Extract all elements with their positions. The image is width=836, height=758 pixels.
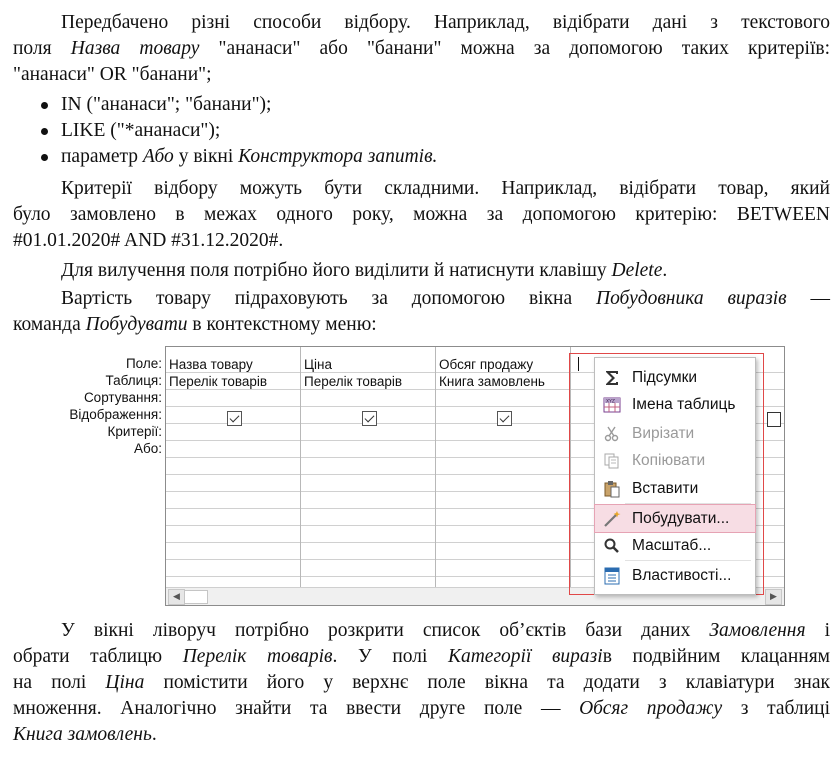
field-cell[interactable]: Назва товару xyxy=(169,357,253,372)
text-run: з таблиці xyxy=(722,698,830,719)
menu-item-zoom[interactable] xyxy=(595,532,755,559)
text-line: Критерії відбору можуть бути складними. Наприклад, відібрати товар, який xyxy=(61,178,830,199)
italic-term: Конструктора запитів. xyxy=(238,146,438,167)
show-checkbox[interactable] xyxy=(362,411,377,426)
italic-term: Назва товару xyxy=(70,38,200,59)
show-checkbox[interactable] xyxy=(497,411,512,426)
paragraph-builder xyxy=(13,286,830,338)
list-item-text: LIKE ("*ананаси"); xyxy=(61,120,221,141)
menu-item-properties[interactable] xyxy=(595,562,755,589)
italic-term: Книга замовлень xyxy=(13,724,152,745)
text-line: "ананаси" OR "банани"; xyxy=(13,64,212,85)
scroll-thumb[interactable] xyxy=(184,590,208,604)
menu-item-totals[interactable] xyxy=(595,364,755,391)
text-run: в подвійним клацанням xyxy=(602,646,831,667)
paragraph-complex-criteria xyxy=(13,176,830,254)
paragraph-expression-builder-steps xyxy=(13,618,830,748)
paragraph-delete-field xyxy=(13,258,830,284)
text-run: поля xyxy=(13,38,71,59)
menu-item-label: Підсумки xyxy=(632,369,698,386)
table-cell[interactable]: Перелік товарів xyxy=(169,374,268,389)
criteria-list xyxy=(13,92,437,170)
grid-column-3[interactable] xyxy=(436,347,571,587)
zoom-icon xyxy=(603,537,621,555)
context-menu xyxy=(594,357,756,595)
paragraph-selection-methods xyxy=(13,10,830,88)
text-line xyxy=(13,36,830,62)
text-line xyxy=(13,618,830,644)
row-label-or: Або: xyxy=(134,441,162,456)
copy-icon xyxy=(603,452,621,470)
list-item xyxy=(13,144,437,170)
italic-term: Категорії виразі xyxy=(448,646,603,667)
italic-term: Замовлення xyxy=(709,620,806,641)
text-line xyxy=(13,696,830,722)
text-line xyxy=(13,644,830,670)
row-label-criteria: Критерії: xyxy=(107,424,162,439)
text-line xyxy=(13,258,830,284)
text-run: . У полі xyxy=(332,646,449,667)
paste-icon xyxy=(603,480,621,498)
italic-term: Перелік товарів xyxy=(182,646,333,667)
properties-icon xyxy=(603,567,621,585)
list-item xyxy=(13,92,437,118)
text-run: помістити його у верхнє поле вікна та додати з клавіатури знак xyxy=(144,672,830,693)
text-run: обрати таблицю xyxy=(13,646,183,667)
menu-item-label: Властивості... xyxy=(632,567,732,584)
menu-item-label: Копіювати xyxy=(632,452,706,469)
scroll-right-icon[interactable]: ▶ xyxy=(765,589,782,605)
menu-item-cut[interactable] xyxy=(595,420,755,447)
text-line: було замовлено в межах одного року, можна за допомогою критерію: BETWEEN xyxy=(13,204,830,225)
text-line: #01.01.2020# AND #31.12.2020#. xyxy=(13,230,284,251)
sum-icon xyxy=(603,369,621,387)
text-run: множення. Аналогічно знайти та ввести друге поле — xyxy=(13,698,580,719)
italic-term: Ціна xyxy=(105,672,145,693)
text-run: . xyxy=(662,260,668,281)
grid-column-2[interactable] xyxy=(301,347,436,587)
bullet-icon xyxy=(41,102,48,109)
scissors-icon xyxy=(603,425,621,443)
menu-item-table-names[interactable] xyxy=(595,391,755,418)
italic-term: Обсяг продажу xyxy=(579,698,723,719)
italic-term: Побудувати xyxy=(85,314,188,335)
menu-item-label: Вирізати xyxy=(632,425,695,442)
svg-text:XYZ: XYZ xyxy=(606,399,615,405)
italic-term: Побудовника виразів xyxy=(595,288,787,309)
show-checkbox-partial[interactable] xyxy=(767,412,781,427)
text-line xyxy=(13,312,830,338)
show-checkbox[interactable] xyxy=(227,411,242,426)
menu-separator xyxy=(625,503,751,504)
text-run: на полі xyxy=(13,672,106,693)
row-label-field: Поле: xyxy=(125,356,162,371)
text-run: . xyxy=(151,724,157,745)
text-run: У вікні ліворуч потрібно розкрити список об’єктів бази даних xyxy=(61,620,710,641)
list-item-text: IN ("ананаси"; "банани"); xyxy=(61,94,272,115)
bullet-icon xyxy=(41,154,48,161)
text-run: в контекстному меню: xyxy=(187,314,377,335)
text-line: Передбачено різні способи відбору. Наприклад, відібрати дані з текстового xyxy=(61,12,830,33)
text-run: "ананаси" або "банани" можна за допомогою таких критеріїв: xyxy=(199,38,830,59)
menu-separator xyxy=(625,560,751,561)
field-cell[interactable]: Обсяг продажу xyxy=(439,357,534,372)
text-run: команда xyxy=(13,314,86,335)
menu-item-label: Вставити xyxy=(632,480,699,497)
menu-item-copy[interactable] xyxy=(595,447,755,474)
menu-item-paste[interactable] xyxy=(595,475,755,502)
field-cell[interactable]: Ціна xyxy=(304,357,332,372)
text-line xyxy=(13,286,830,312)
text-run: Вартість товару підраховують за допомогою вікна xyxy=(61,288,596,309)
menu-item-label: Імена таблиць xyxy=(632,396,736,413)
text-run: і xyxy=(805,620,831,641)
menu-item-label: Побудувати... xyxy=(632,510,730,527)
grid-column-1[interactable] xyxy=(166,347,301,587)
row-label-table: Таблиця: xyxy=(105,373,162,388)
row-label-show: Відображення: xyxy=(69,407,162,422)
table-names-icon xyxy=(603,396,621,414)
row-labels xyxy=(59,355,162,457)
text-line xyxy=(13,722,830,748)
table-cell[interactable]: Книга замовлень xyxy=(439,374,545,389)
text-line xyxy=(13,670,830,696)
row-label-sort: Сортування: xyxy=(83,390,162,405)
menu-item-build[interactable] xyxy=(595,505,755,532)
list-item-text: у вікні xyxy=(173,146,239,167)
text-run: — xyxy=(786,288,830,309)
bullet-icon xyxy=(41,128,48,135)
list-item-text: параметр xyxy=(61,146,143,167)
builder-wand-icon xyxy=(603,510,621,528)
text-run: Для вилучення поля потрібно його виділити й натиснути клавішу xyxy=(61,260,612,281)
italic-term: Delete xyxy=(611,260,663,281)
table-cell[interactable]: Перелік товарів xyxy=(304,374,403,389)
italic-term: Або xyxy=(142,146,174,167)
list-item xyxy=(13,118,437,144)
scroll-left-icon[interactable]: ◀ xyxy=(168,589,185,605)
menu-item-label: Масштаб... xyxy=(632,537,712,554)
